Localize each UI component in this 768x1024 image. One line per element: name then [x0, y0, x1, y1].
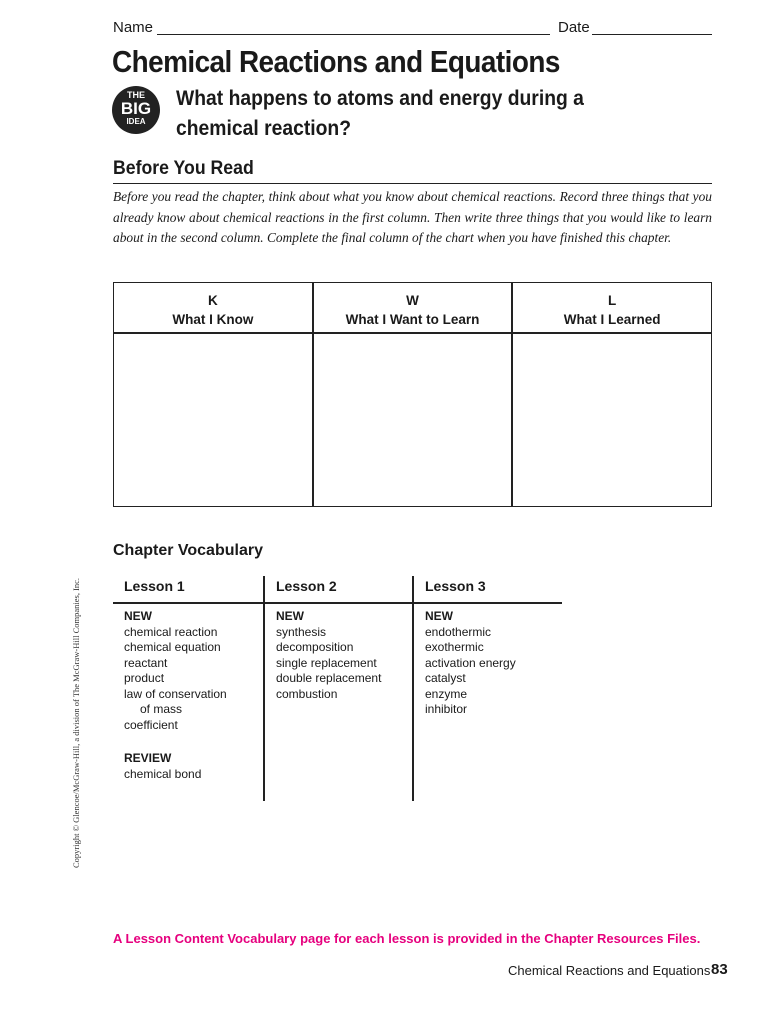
vocab-term: decomposition	[276, 640, 354, 654]
vocab-term: synthesis	[276, 624, 327, 639]
kwl-letter: L	[608, 293, 617, 308]
before-you-read-heading: Before You Read	[113, 158, 254, 179]
vocab-term: combustion	[276, 686, 338, 701]
vocab-term: law of conservation	[124, 686, 227, 701]
kwl-header-want	[314, 283, 512, 334]
vocabulary-heading: Chapter Vocabulary	[113, 542, 263, 559]
kwl-column-learned	[513, 283, 711, 506]
vocab-term: product	[124, 671, 165, 685]
review-label: REVIEW	[124, 751, 172, 765]
lesson-2-terms	[265, 602, 414, 702]
big-question: What happens to atoms and energy during a chemical reaction?	[176, 87, 584, 140]
big-idea-icon	[112, 86, 160, 134]
vocabulary-table	[113, 576, 562, 801]
lesson-3-terms	[414, 602, 563, 718]
new-label: NEW	[124, 609, 152, 623]
vocab-term: double replacement	[276, 671, 382, 685]
copyright-notice: Copyright © Glencoe/McGraw-Hill, a division of The McGraw-Hill Companies, Inc.	[71, 577, 81, 868]
section-divider	[113, 183, 712, 184]
date-blank-line[interactable]	[592, 34, 712, 35]
kwl-answer-know[interactable]	[114, 334, 312, 506]
kwl-letter: W	[406, 293, 419, 308]
instructions-paragraph: Before you read the chapter, think about what you know about chemical reactions. Record three things that you already know about chemical reactions in the first column. Then write three things that you would like to learn about in the second column. Complete the final column of the chart when you have finished this chapter.	[113, 189, 712, 245]
date-label: Date	[558, 19, 590, 36]
badge-line-1: THE	[127, 90, 145, 100]
kwl-label: What I Want to Learn	[345, 312, 480, 327]
vocab-term: single replacement	[276, 655, 377, 670]
kwl-answer-want[interactable]	[314, 334, 512, 506]
new-label: NEW	[276, 609, 304, 623]
vocab-term: catalyst	[425, 671, 466, 685]
kwl-header-know	[114, 283, 312, 334]
kwl-label: What I Learned	[563, 312, 661, 327]
vocab-term: exothermic	[425, 640, 484, 654]
lesson-2-title: Lesson 2	[276, 578, 337, 594]
lesson-3-title: Lesson 3	[425, 578, 486, 594]
lesson-2-column	[263, 576, 414, 801]
review-term: chemical bond	[124, 766, 202, 781]
footer-chapter-title: Chemical Reactions and Equations	[508, 963, 711, 978]
lesson-3-column	[412, 576, 563, 801]
vocab-term-continuation: of mass	[140, 702, 183, 716]
lesson-1-title: Lesson 1	[124, 578, 185, 594]
lesson-1-column	[113, 576, 262, 801]
badge-line-2: BIG	[120, 99, 152, 118]
badge-line-3: IDEA	[126, 117, 146, 126]
resource-note: A Lesson Content Vocabulary page for each lesson is provided in the Chapter Resources Files.	[113, 931, 701, 946]
spacer	[124, 733, 262, 751]
vocab-term: inhibitor	[425, 702, 468, 716]
kwl-column-want	[314, 283, 514, 506]
kwl-answer-learned[interactable]	[513, 334, 711, 506]
vocab-term: coefficient	[124, 717, 178, 732]
lesson-1-terms	[113, 602, 262, 782]
vocab-term: endothermic	[425, 624, 492, 639]
name-blank-line[interactable]	[157, 34, 550, 35]
vocab-term: activation energy	[425, 655, 516, 670]
page-number: 83	[711, 961, 728, 978]
vocab-term: chemical equation	[124, 640, 221, 654]
page-title: Chemical Reactions and Equations	[112, 44, 560, 79]
kwl-chart	[113, 282, 712, 507]
kwl-column-know	[114, 283, 314, 506]
kwl-letter: K	[207, 293, 218, 308]
vocab-term: enzyme	[425, 686, 468, 701]
name-label: Name	[113, 19, 154, 36]
vocab-term: reactant	[124, 655, 168, 670]
vocab-term: chemical reaction	[124, 624, 218, 639]
kwl-label: What I Know	[172, 312, 254, 327]
kwl-header-learned	[513, 283, 711, 334]
new-label: NEW	[425, 609, 453, 623]
